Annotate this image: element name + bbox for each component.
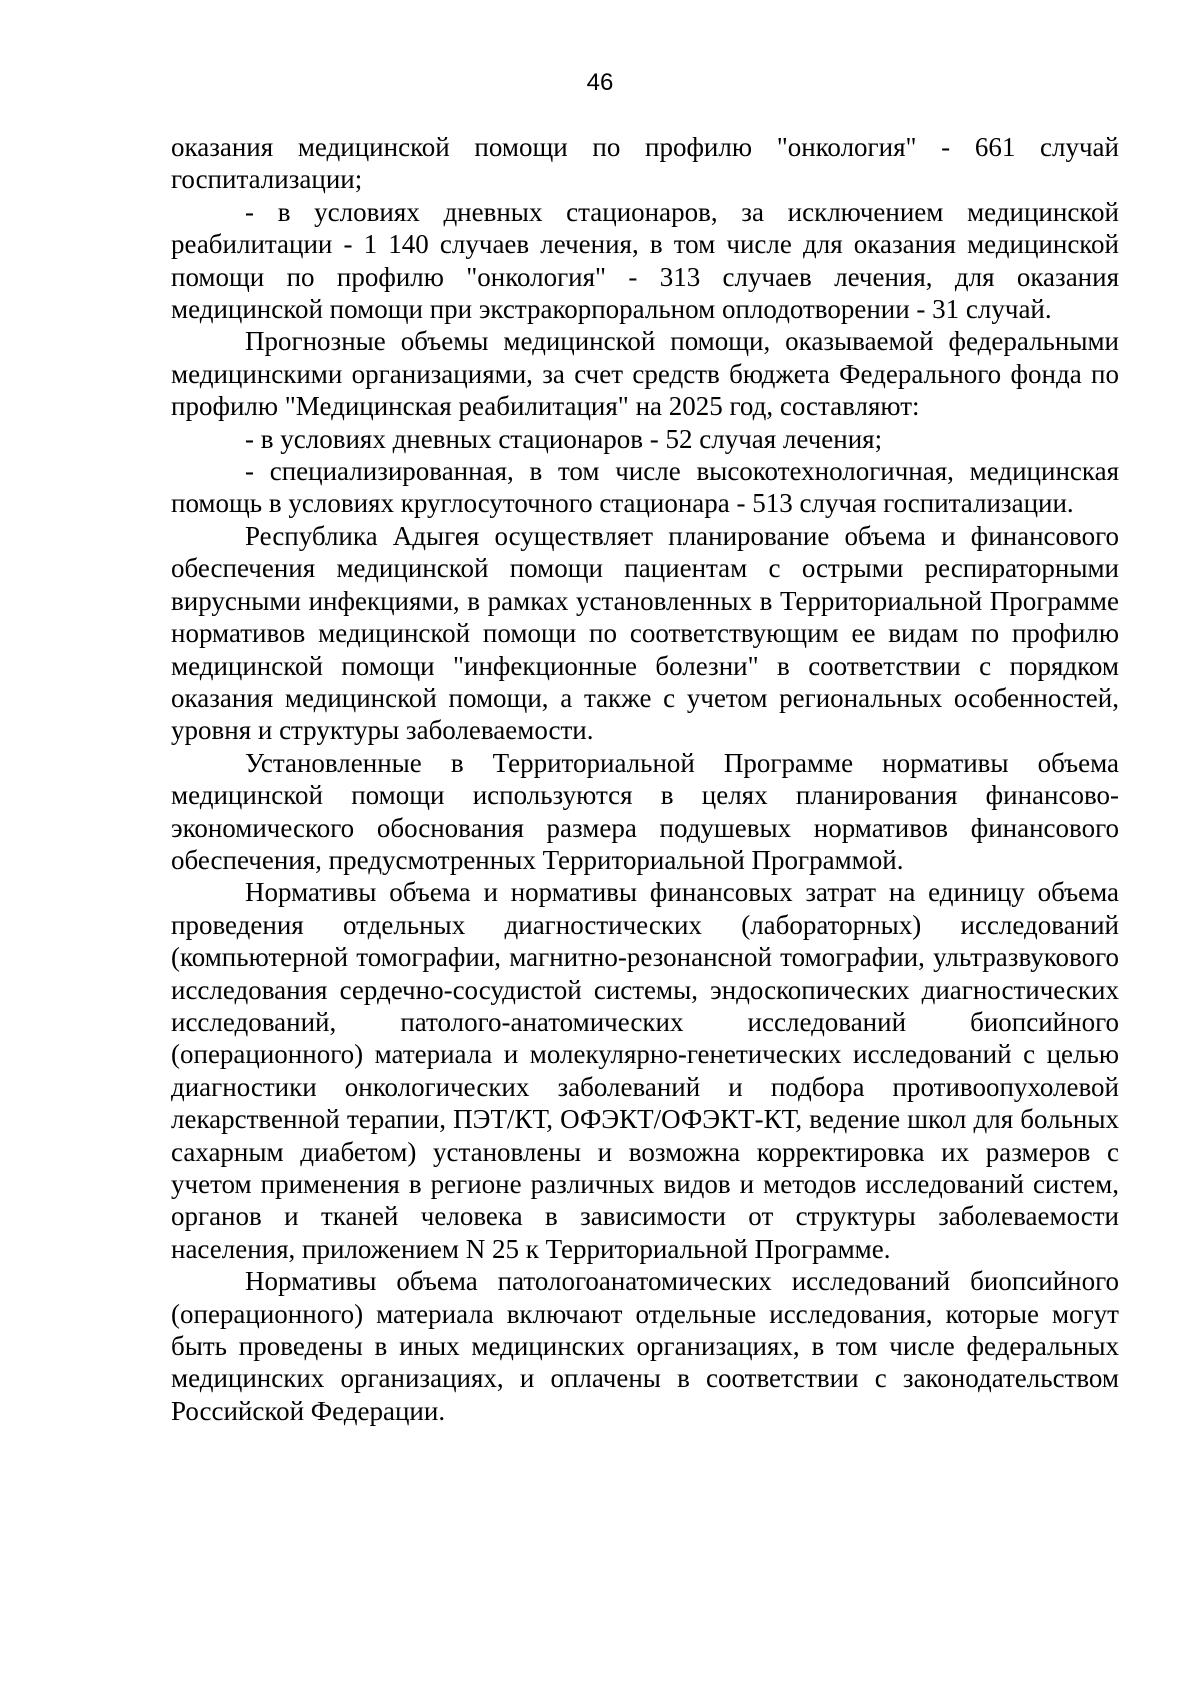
document-body [171, 131, 1119, 1427]
paragraph-specialized-care: - специализированная, в том числе высокотехнологичная, медицинская помощь в условиях круглосуточного стационара - 513 случая госпитализации. [171, 456, 1119, 519]
paragraph-diagnostic-normatives: Нормативы объема и нормативы финансовых затрат на единицу объема проведения отдельных диагностических (лабораторных) исследований (компьютерной томографии, магнитно-резонансной томографии, ультразвукового исследования сердечно-сосудистой системы, эндоскопических диагностических исследований, патолого-анатомических исследований биопсийного (операционного) материала и молекулярно-генетических исследований с целью диагностики онкологических заболеваний и подбора противоопухолевой лекарственной терапии, ПЭТ/КТ, ОФЭКТ/ОФЭКТ-КТ, ведение школ для больных сахарным диабетом) установлены и возможна корректировка их размеров с учетом применения в регионе различных видов и методов исследований систем, органов и тканей человека в зависимости от структуры заболеваемости населения, приложением N 25 к Территориальной Программе. [171, 877, 1119, 1264]
page-number: 46 [586, 69, 614, 96]
paragraph-pathology-normatives: Нормативы объема патологоанатомических исследований биопсийного (операционного) материала включают отдельные исследования, которые могут быть проведены в иных медицинских организациях, в том числе федеральных медицинских организациях, и оплачены в соответствии с законодательством Российской Федерации. [171, 1266, 1119, 1426]
paragraph-continuation: оказания медицинской помощи по профилю "онкология" - 661 случай госпитализации; [171, 132, 1119, 195]
paragraph-normatives-usage: Установленные в Территориальной Программе нормативы объема медицинской помощи используются в целях планирования финансово-экономического обоснования размера подушевых нормативов финансового обеспечения, предусмотренных Территориальной Программой. [171, 747, 1119, 875]
paragraph-adygea-planning: Республика Адыгея осуществляет планирование объема и финансового обеспечения медицинской помощи пациентам с острыми респираторными вирусными инфекциями, в рамках установленных в Территориальной Программе нормативов медицинской помощи по соответствующим ее видам по профилю медицинской помощи "инфекционные болезни" в соответствии с порядком оказания медицинской помощи, а также с учетом региональных особенностей, уровня и структуры заболеваемости. [171, 520, 1119, 746]
paragraph-day-hospital-rehab: - в условиях дневных стационаров - 52 случая лечения; [245, 423, 883, 454]
paragraph-federal-volumes: Прогнозные объемы медицинской помощи, оказываемой федеральными медицинскими организациями, за счет средств бюджета Федерального фонда по профилю "Медицинская реабилитация" на 2025 год, составляют: [171, 326, 1119, 422]
paragraph-day-hospital: - в условиях дневных стационаров, за исключением медицинской реабилитации - 1 140 случаев лечения, в том числе для оказания медицинской помощи по профилю "онкология" - 313 случаев лечения, для оказания медицинской помощи при экстракорпоральном оплодотворении - 31 случай. [171, 196, 1119, 325]
